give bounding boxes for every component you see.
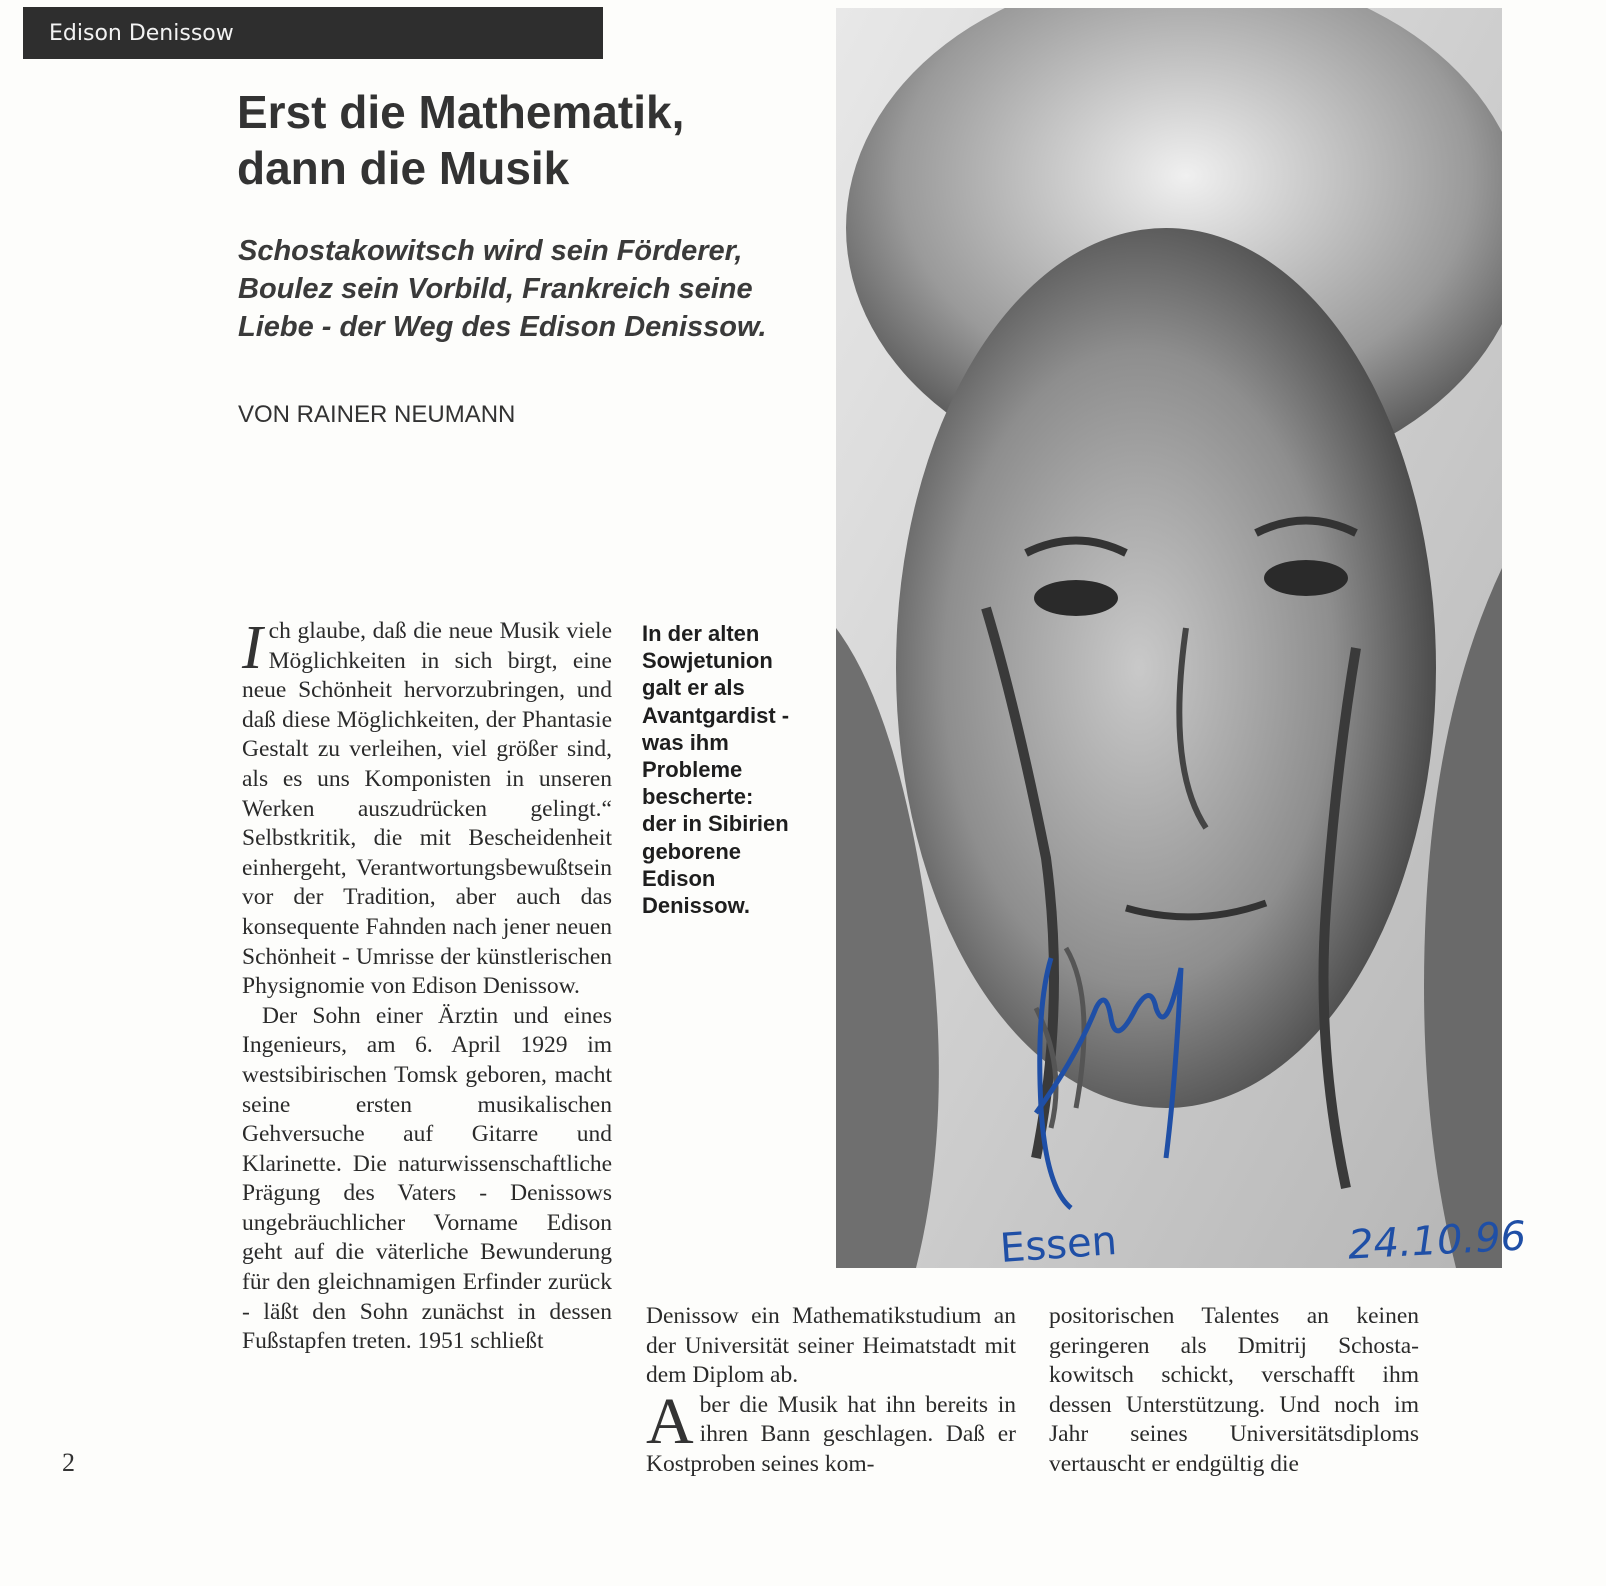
body-paragraph (646, 1384, 1016, 1480)
caption-line: Probleme (642, 757, 743, 783)
signature-date: 24.10.96 (1346, 1213, 1528, 1269)
drop-cap: A (646, 1384, 694, 1458)
article-column-2 (646, 1302, 1016, 1480)
portrait-photo (836, 8, 1502, 1268)
body-paragraph: positorischen Talentes an keinen geringeren als Dmitrij Schostakowitsch schickt, verschafft ihm dessen Unterstützung. Und noch im Jahr seines Universitätsdiploms vertauscht er endgültig die (1049, 1303, 1419, 1477)
signature-place: Essen (998, 1217, 1119, 1273)
subhead-line-2: Boulez sein Vorbild, Frankreich seine (238, 273, 753, 305)
caption-line: galt er als (642, 675, 745, 701)
article-column-3 (1049, 1302, 1419, 1480)
caption-line: geborene (642, 838, 742, 864)
body-paragraph (242, 614, 612, 1002)
body-paragraph: Denissow ein Mathematikstudium an der Universität seiner Heimatstadt mit dem Diplom ab. (646, 1303, 1016, 1389)
page-number: 2 (62, 1448, 75, 1477)
section-label-bar (23, 7, 603, 59)
caption-line: In der alten (642, 621, 760, 646)
portrait-illustration (836, 8, 1502, 1268)
subheadline (238, 232, 828, 346)
caption-line: Avantgardist - (642, 702, 790, 728)
paragraph-text: ch glaube, daß die neue Musik viele Möglichkeiten in sich birgt, eine neue Schönheit hervorzubringen, und daß diese Möglichkeiten, der Phantasie Gestalt zu verleihen, viel größer sind, als es uns Komponisten in unseren Werken auszudrücken gelingt.“ Selbstkritik, die mit Bescheidenheit einhergeht, Verantwortungsbewußtsein vor der Tradition, aber auch das konsequente Fahnden nach jener neuen Schönheit - Umrisse der künstlerischen Physignomie von Edison Denissow. (242, 618, 612, 1000)
photo-caption (642, 620, 822, 919)
headline (237, 84, 827, 196)
paragraph-text: ber die Musik hat ihn bereits in ihren Bann geschlagen. Daß er Kostproben seines kom- (646, 1391, 1016, 1477)
caption-line: bescherte: (642, 784, 754, 810)
caption-line: Sowjetunion (642, 648, 773, 674)
subhead-line-1: Schostakowitsch wird sein Förderer, (238, 235, 743, 267)
drop-cap: I (242, 614, 263, 682)
body-paragraph: Der Sohn einer Ärztin und eines Ingenieurs, am 6. April 1929 im westsibirischen Tomsk geboren, macht seine ersten musikalischen Gehversuche auf Gitarre und Klarinette. Die naturwissenschaftliche Prägung des Vaters - Denissows ungebräuchlicher Vorname Edison geht auf die väterliche Bewunderung für den gleichnamigen Erfinder zurück - läßt den Sohn zunächst in dessen Fußstapfen treten. 1951 schließt (242, 1002, 612, 1355)
caption-line: Denissow. (642, 893, 750, 919)
caption-line: was ihm (642, 729, 729, 755)
caption-line: Edison (642, 865, 716, 891)
author-byline: VON RAINER NEUMANN (238, 401, 516, 428)
section-label: Edison Denissow (49, 20, 234, 46)
caption-line: der in Sibirien (642, 811, 789, 837)
headline-line-1: Erst die Mathematik, (237, 86, 685, 138)
article-column-1 (242, 614, 612, 1357)
subhead-line-3: Liebe - der Weg des Edison Denissow. (238, 311, 767, 343)
headline-line-2: dann die Musik (237, 142, 570, 194)
